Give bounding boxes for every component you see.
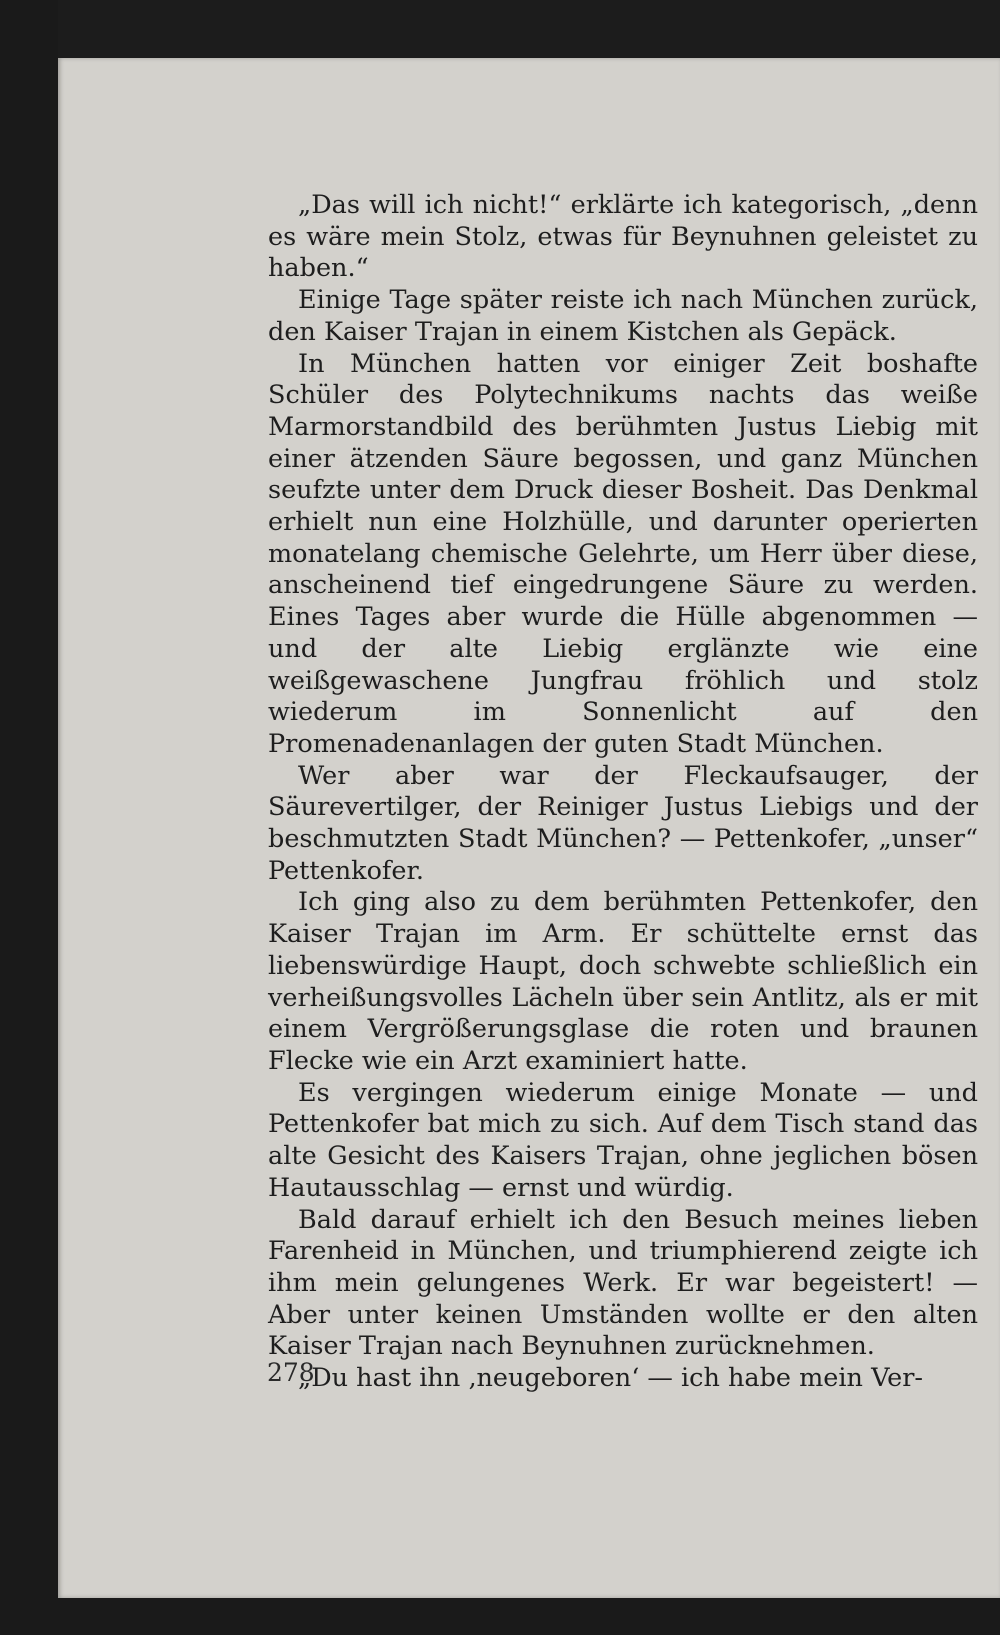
paragraph: Einige Tage später reiste ich nach München zurück, den Kaiser Trajan in einem Kistchen als Gepäck.: [268, 285, 978, 347]
book-page: [58, 58, 1000, 1598]
paragraph: „Du hast ihn ‚neugeboren‘ — ich habe mein Ver-: [298, 1363, 924, 1394]
scan-left-border: [0, 0, 58, 1635]
paragraph: „Das will ich nicht!“ erklärte ich kategorisch, „denn es wäre mein Stolz, etwas für Beynuhnen geleistet zu haben.“: [268, 190, 978, 284]
body-text: [268, 190, 978, 1395]
paragraph: In München hatten vor einiger Zeit boshafte Schüler des Polytechnikums nachts das weiße Marmorstandbild des berühmten Justus Liebig mit einer ätzenden Säure begossen, und ganz München seufzte unter dem Druck dieser Bosheit. Das Denkmal erhielt nun eine Holzhülle, und darunter operierten monatelang chemische Gelehrte, um Herr über diese, anscheinend tief eingedrungene Säure zu werden. Eines Tages aber wurde die Hülle abgenommen — und der alte Liebig erglänzte wie eine weißgewaschene Jungfrau fröhlich und stolz wiederum im Sonnenlicht auf den Promenadenanlagen der guten Stadt München.: [268, 348, 978, 759]
paragraph: Bald darauf erhielt ich den Besuch meines lieben Farenheid in München, und triumphierend zeigte ich ihm mein gelungenes Werk. Er war begeistert! — Aber unter keinen Umständen wollte er den alten Kaiser Trajan nach Beynuhnen zurücknehmen.: [268, 1204, 978, 1362]
page-number: 278: [267, 1358, 315, 1387]
paragraph: Ich ging also zu dem berühmten Pettenkofer, den Kaiser Trajan im Arm. Er schüttelte ernst das liebenswürdige Haupt, doch schwebte schließlich ein verheißungsvolles Lächeln über sein Antlitz, als er mit einem Vergrößerungsglase die roten und braunen Flecke wie ein Arzt examiniert hatte.: [268, 887, 978, 1076]
paragraph: Es vergingen wiederum einige Monate — und Pettenkofer bat mich zu sich. Auf dem Tisch stand das alte Gesicht des Kaisers Trajan, ohne jeglichen bösen Hautausschlag — ernst und würdig.: [268, 1077, 978, 1203]
paragraph: Wer aber war der Fleckaufsauger, der Säurevertilger, der Reiniger Justus Liebigs und der beschmutzten Stadt München? — Pettenkofer, „unser“ Pettenkofer.: [268, 760, 978, 886]
scan-bottom-border: [0, 1598, 1000, 1635]
scan-top-border: [0, 0, 1000, 58]
